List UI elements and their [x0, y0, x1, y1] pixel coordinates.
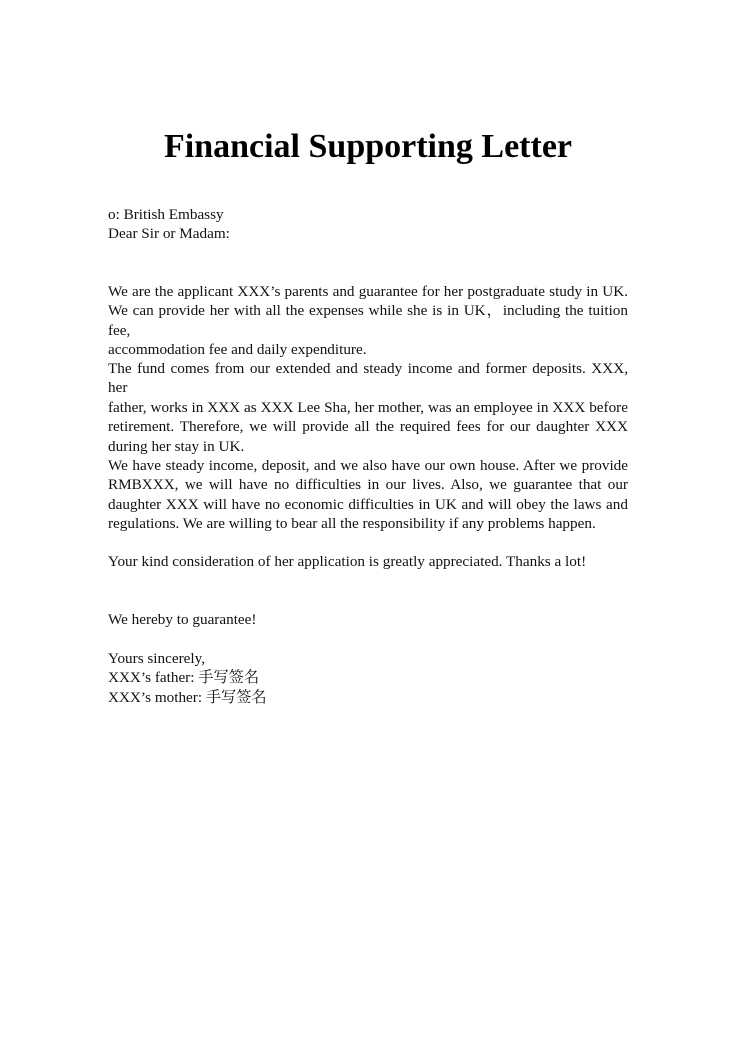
- guarantee-block: [108, 610, 628, 629]
- paragraph-1-line-2: We can provide her with all the expenses while she is in UK，including the tuition fee,: [108, 302, 628, 339]
- paragraph-2-line-1: The fund comes from our extended and steady income and former deposits. XXX, her: [108, 360, 628, 397]
- paragraph-2-line-3: retirement. Therefore, we will provide all the required fees for our daughter XXX: [108, 418, 628, 436]
- paragraph-3: [108, 456, 628, 534]
- guarantee-line: We hereby to guarantee!: [108, 611, 257, 628]
- paragraph-2-line-4: during her stay in UK.: [108, 437, 245, 455]
- paragraph-1: [108, 282, 628, 360]
- paragraph-1-line-3: accommodation fee and daily expenditure.: [108, 341, 367, 359]
- recipient-block: [108, 205, 628, 244]
- signature-block: [108, 649, 628, 707]
- paragraph-2-line-2: father, works in XXX as XXX Lee Sha, her mother, was an employee in XXX before: [108, 398, 628, 416]
- mother-signature-line: XXX’s mother: 手写签名: [108, 688, 267, 706]
- closing-line: Yours sincerely,: [108, 650, 206, 667]
- paragraph-3-line-2: RMBXXX, we will have no difficulties in our lives. Also, we guarantee that our: [108, 476, 628, 494]
- letter-title: Financial Supporting Letter: [163, 128, 573, 165]
- paragraph-1-line-1: We are the applicant XXX’s parents and guarantee for her postgraduate study in UK.: [108, 283, 628, 300]
- paragraph-4: [108, 552, 628, 571]
- paragraph-3-line-1: We have steady income, deposit, and we also have our own house. After we provide: [108, 457, 628, 474]
- paragraph-2: [108, 359, 628, 456]
- salutation-line: Dear Sir or Madam:: [108, 225, 230, 243]
- paragraph-3-line-3: daughter XXX will have no economic difficulties in UK and will obey the laws and: [108, 495, 628, 513]
- father-signature-line: XXX’s father: 手写签名: [108, 669, 260, 687]
- paragraph-4-line-1: Your kind consideration of her application is greatly appreciated. Thanks a lot!: [108, 553, 587, 570]
- paragraph-3-line-4: regulations. We are willing to bear all the responsibility if any problems happen.: [108, 515, 596, 533]
- recipient-line: o: British Embassy: [108, 206, 224, 223]
